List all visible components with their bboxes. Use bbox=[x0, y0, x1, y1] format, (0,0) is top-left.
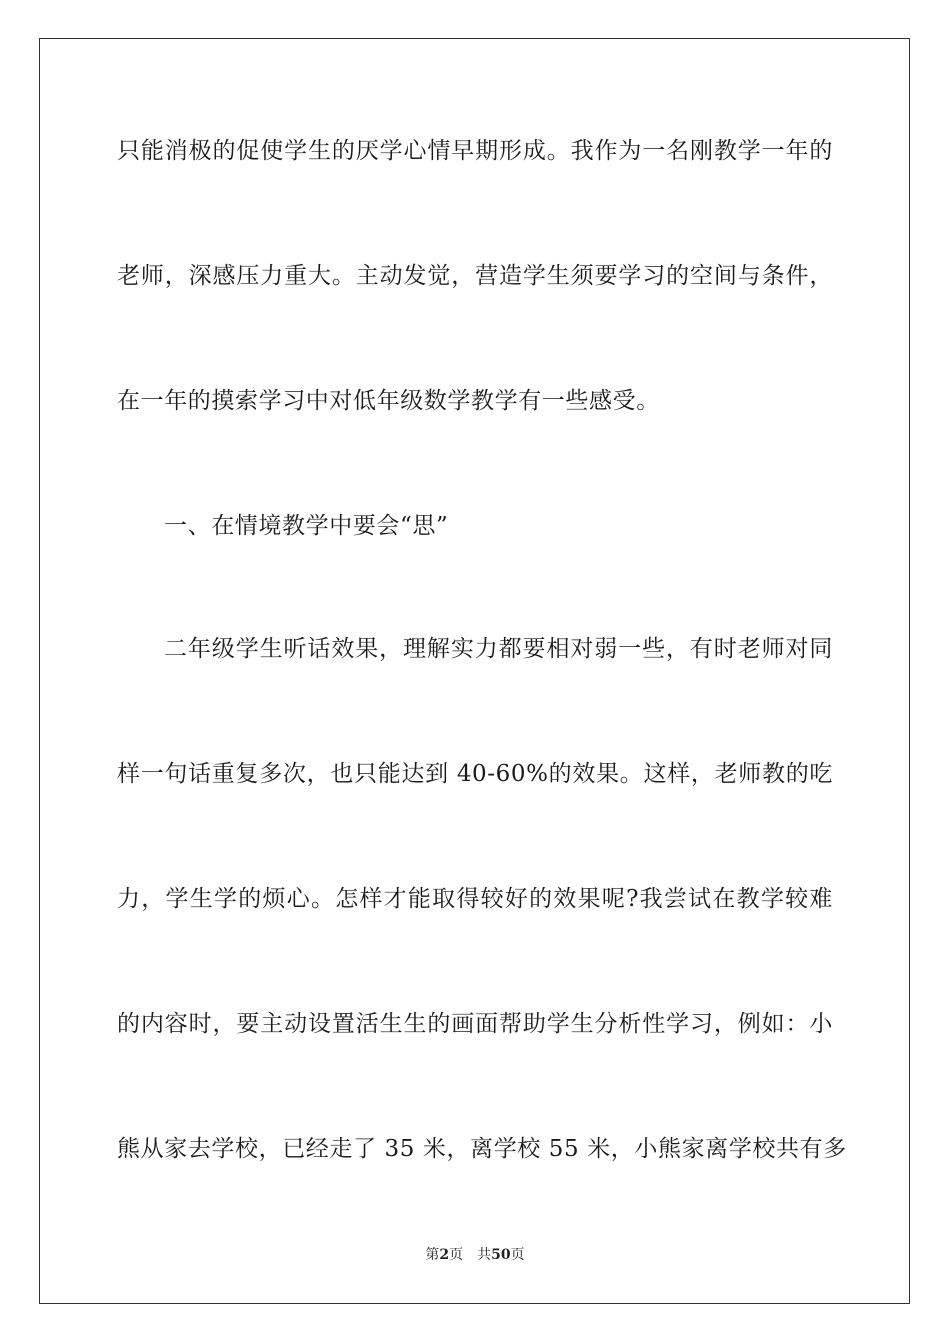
text-line-9: 熊从家去学校，已经走了 35 米，离学校 55 米，小熊家离学校共有多 bbox=[117, 1136, 847, 1162]
page-border bbox=[39, 38, 910, 1304]
text-line-2: 老师，深感压力重大。主动发觉，营造学生须要学习的空间与条件， bbox=[117, 263, 833, 289]
text-line-5: 二年级学生听话效果，理解实力都要相对弱一些，有时老师对同 bbox=[164, 636, 833, 662]
footer-total-unit: 页 bbox=[510, 1247, 525, 1263]
footer-total-prefix: 共 bbox=[477, 1247, 492, 1263]
text-line-7: 力，学生学的烦心。怎样才能取得较好的效果呢?我尝试在教学较难 bbox=[117, 886, 833, 912]
footer-page-prefix: 第 bbox=[425, 1247, 440, 1263]
footer-page-current: 2 bbox=[439, 1247, 450, 1263]
footer-page-unit: 页 bbox=[449, 1247, 464, 1263]
text-line-8: 的内容时，要主动设置活生生的画面帮助学生分析性学习，例如：小 bbox=[117, 1011, 833, 1037]
page-footer bbox=[0, 1246, 950, 1264]
section-heading: 一、在情境教学中要会“思” bbox=[164, 513, 449, 539]
footer-page-total: 50 bbox=[491, 1247, 511, 1263]
text-line-1: 只能消极的促使学生的厌学心情早期形成。我作为一名刚教学一年的 bbox=[117, 138, 833, 164]
text-line-3: 在一年的摸索学习中对低年级数学教学有一些感受。 bbox=[117, 388, 660, 414]
text-line-6: 样一句话重复多次，也只能达到 40-60%的效果。这样，老师教的吃 bbox=[117, 761, 833, 787]
